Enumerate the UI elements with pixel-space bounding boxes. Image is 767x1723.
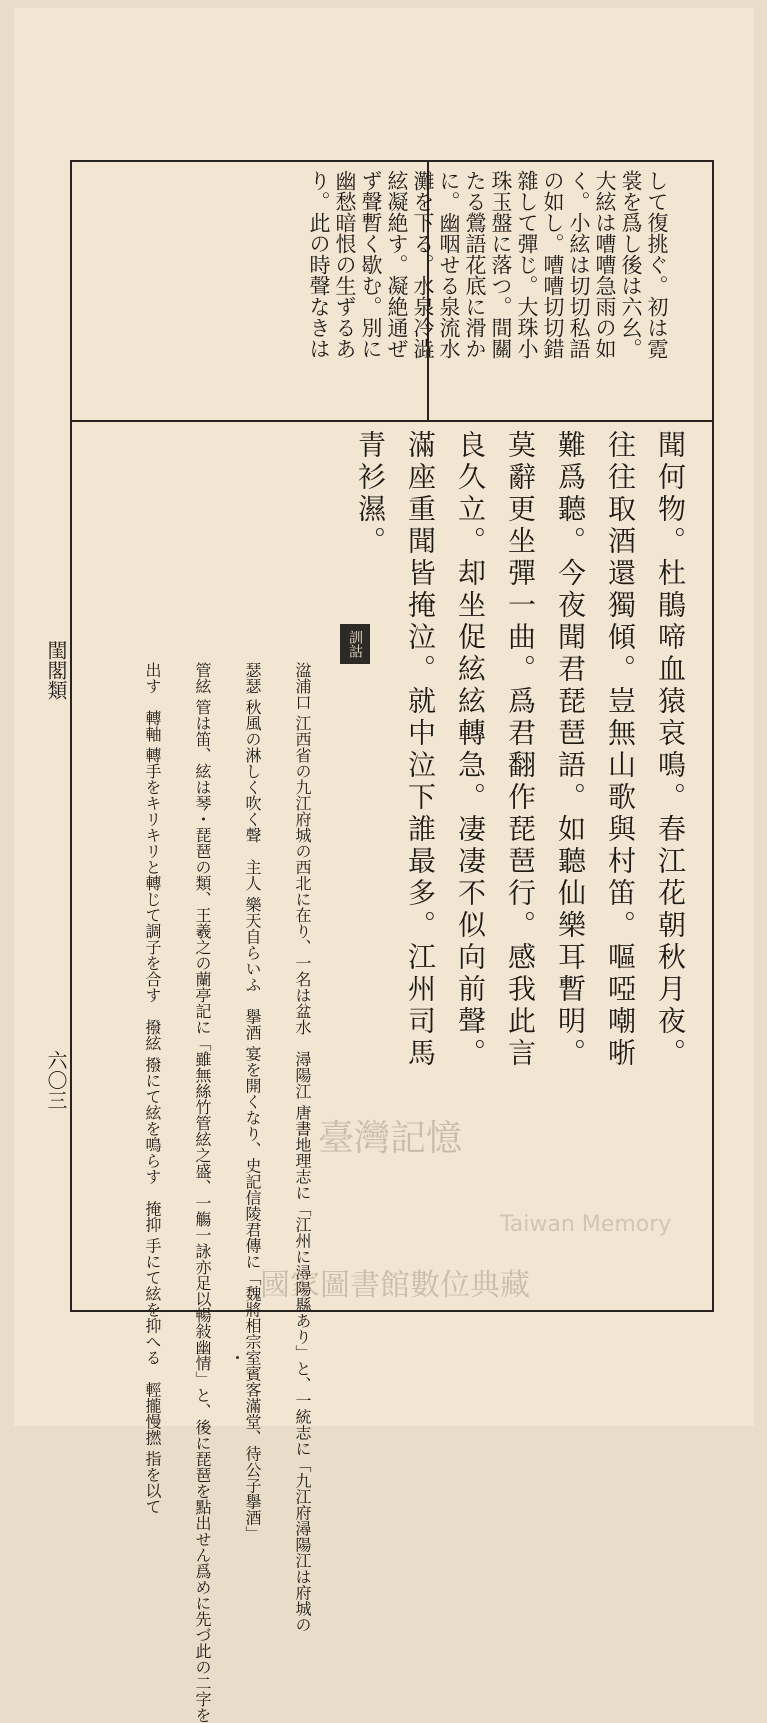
upper-line: に。幽咽せる泉流水 (437, 170, 461, 359)
note-line: 瑟瑟 秋風の淋しく吹く聲 主人 樂天自らいふ 擧酒 宴を開くなり、史記信陵君傳に「魏將相宗室賓客滿堂、待公子擧酒」 (243, 662, 262, 1542)
poem-line: 滿座重聞皆掩泣。就中泣下誰最多。江州司馬 (404, 430, 437, 1070)
upper-line: 珠玉盤に落つ。間關 (489, 170, 513, 359)
upper-line: 絃凝絶す。凝絶通ぜ (385, 170, 409, 359)
poem-line: 往往取酒還獨傾。豈無山歌與村笛。嘔啞嘲哳 (604, 430, 637, 1070)
upper-line: く。小絃は切切私語 (567, 170, 591, 359)
poem-line: 莫辭更坐彈一曲。爲君翻作琵琶行。感我此言 (504, 430, 537, 1070)
upper-line: 灘を下る。水泉冷澁 (411, 170, 435, 359)
upper-section (72, 162, 712, 422)
ink-dot (236, 1356, 239, 1359)
upper-line: して復挑ぐ。初は霓 (645, 170, 669, 359)
running-head: 閨閣類 (44, 640, 68, 700)
poem-line: 聞何物。杜鵑啼血猿哀鳴。春江花朝秋月夜。 (654, 430, 687, 1070)
note-line: 湓浦口 江西省の九江府城の西北に在り、一名は盆水 潯陽江 唐書地理志に「江州に潯陽縣あり」と、一統志に「九江府潯陽江は府城の (293, 662, 312, 1633)
poem-line: 青衫濕。 (354, 430, 387, 558)
upper-line: 雜して彈じ。大珠小 (515, 170, 539, 359)
upper-line: 裳を爲し後は六幺。 (619, 170, 643, 359)
upper-line: たる鶯語花底に滑か (463, 170, 487, 359)
upper-line: り。此の時聲なきは (307, 170, 331, 359)
page-number: 六〇三 (44, 1050, 68, 1110)
upper-line: ず聲暫く歇む。別に (359, 170, 383, 359)
poem-line: 難爲聽。今夜聞君琵琶語。如聽仙樂耳暫明。 (554, 430, 587, 1070)
note-line: 管絃 管は笛、絃は琴・琵琶の類、王羲之の蘭亭記に「雖無絲竹管絃之盛、一觴一詠亦足以暢敍幽情」と、後に琵琶を點出せん爲めに先づ此の二字を (193, 662, 212, 1723)
upper-line: 幽愁暗恨の生ずるあ (333, 170, 357, 359)
note-line: 出す 轉軸 轉手をキリキリと轉じて調子を合す 撥絃 撥にて絃を鳴らす 掩抑 手にて絃を抑へる 輕攏慢撚 指を以て (143, 662, 162, 1515)
poem-line: 良久立。却坐促絃絃轉急。凄凄不似向前聲。 (454, 430, 487, 1070)
watermark-main: 臺灣記憶 (318, 1117, 463, 1158)
notes-label: 訓詁 (340, 624, 370, 664)
upper-line: の如し。嘈嘈切切錯 (541, 170, 565, 359)
watermark-en: Taiwan Memory (500, 1212, 672, 1237)
watermark-institution: 國家圖書館數位典藏 (260, 1269, 530, 1302)
upper-line: 大絃は嘈嘈急雨の如 (593, 170, 617, 359)
